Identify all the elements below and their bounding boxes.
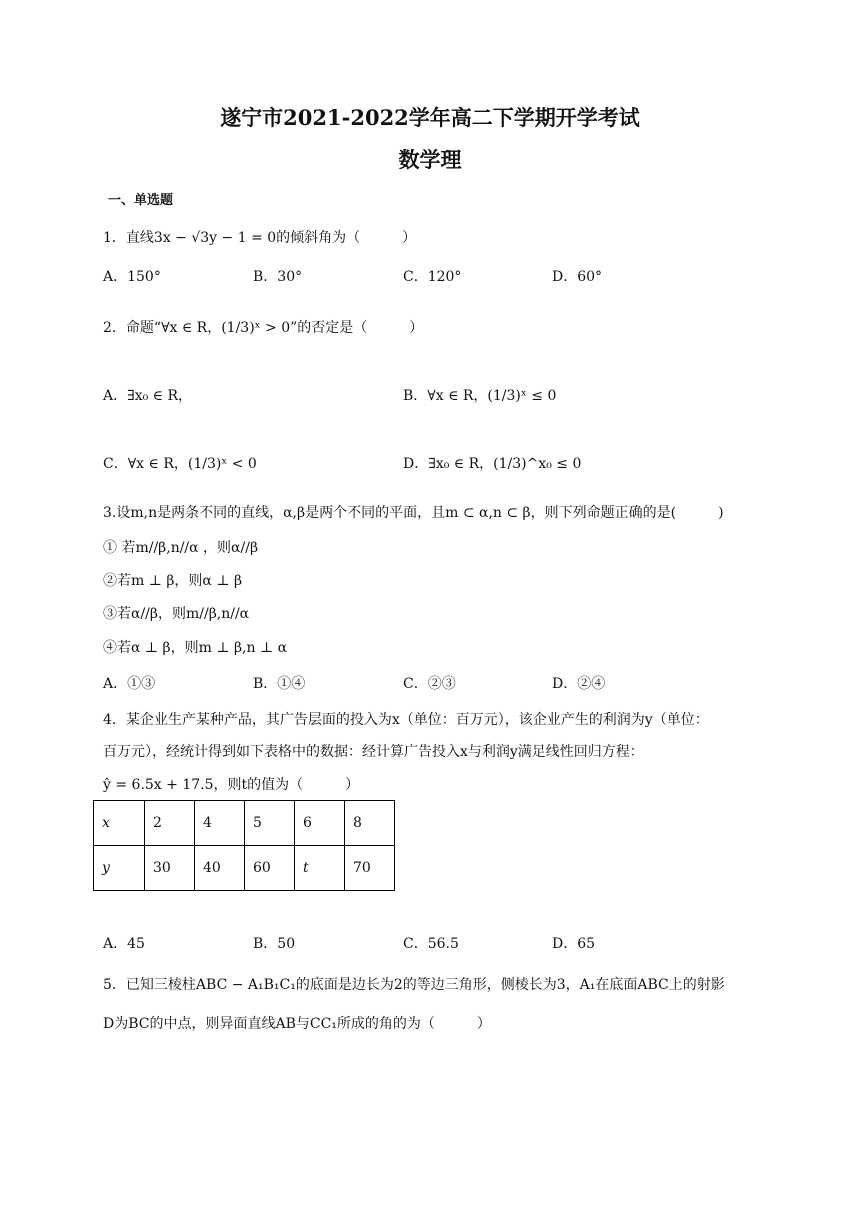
question-3-option-d: D．②④ xyxy=(552,676,606,692)
table-cell: 6 xyxy=(295,801,345,846)
page-title: 遂宁市2021-2022学年高二下学期开学考试 xyxy=(220,105,640,130)
question-4-option-a: A．45 xyxy=(103,936,145,952)
question-1-option-d: D．60° xyxy=(552,269,603,285)
table-cell: 5 xyxy=(245,801,295,846)
question-1-option-c: C．120° xyxy=(403,269,462,285)
question-3-statement-2: ②若m ⊥ β，则α ⊥ β xyxy=(103,573,243,589)
question-3-option-a: A．①③ xyxy=(103,676,156,692)
table-cell: 70 xyxy=(345,846,395,891)
question-1-option-a: A．150° xyxy=(103,269,161,285)
question-3-statement-3: ③若α//β，则m//β,n//α xyxy=(103,606,250,622)
page-subtitle: 数学理 xyxy=(398,147,462,172)
question-2-option-b: B．∀x ∈ R，(1/3)ˣ ≤ 0 xyxy=(403,388,557,404)
table-cell: 8 xyxy=(345,801,395,846)
data-table xyxy=(93,800,395,891)
question-5-stem-line-2: D为BC的中点，则异面直线AB与CC₁所成的角的为（ ） xyxy=(103,1016,491,1032)
question-2-option-a: A．∃x₀ ∈ R， xyxy=(103,388,193,404)
question-3-stem: 3.设m,n是两条不同的直线，α,β是两个不同的平面，且m ⊂ α,n ⊂ β，则下列命题正确的是( ) xyxy=(103,505,724,521)
question-3-option-c: C．②③ xyxy=(403,676,456,692)
question-4-stem-line-3: ŷ = 6.5x + 17.5，则t的值为（ ） xyxy=(103,777,360,793)
question-4-stem-line-2: 百万元），经统计得到如下表格中的数据：经计算广告投入x与利润y满足线性回归方程： xyxy=(103,744,644,760)
table-cell: 40 xyxy=(195,846,245,891)
section-heading: 一、单选题 xyxy=(108,193,174,208)
table-cell: x xyxy=(94,801,145,846)
table-cell: y xyxy=(94,846,145,891)
table-cell: 60 xyxy=(245,846,295,891)
question-4-stem-line-1: 4．某企业生产某种产品，其广告层面的投入为x（单位：百万元），该企业产生的利润为y（单位： xyxy=(103,712,709,728)
question-3-statement-4: ④若α ⊥ β，则m ⊥ β,n ⊥ α xyxy=(103,640,288,656)
question-2-option-c: C．∀x ∈ R，(1/3)ˣ < 0 xyxy=(103,456,257,472)
table-cell: 4 xyxy=(195,801,245,846)
question-4-option-d: D．65 xyxy=(552,936,596,952)
question-1-option-b: B．30° xyxy=(253,269,303,285)
question-2-option-d: D．∃x₀ ∈ R，(1/3)^x₀ ≤ 0 xyxy=(403,456,582,472)
question-4-option-c: C．56.5 xyxy=(403,936,459,952)
table-cell: t xyxy=(295,846,345,891)
question-2-stem: 2．命题“∀x ∈ R，(1/3)ˣ > 0”的否定是（ ） xyxy=(103,320,424,336)
question-3-option-b: B．①④ xyxy=(253,676,306,692)
table-row xyxy=(94,801,395,846)
table-cell: 30 xyxy=(145,846,195,891)
question-4-option-b: B．50 xyxy=(253,936,296,952)
table-cell: 2 xyxy=(145,801,195,846)
table-row xyxy=(94,846,395,891)
question-3-statement-1: ① 若m//β,n//α ，则α//β xyxy=(103,540,259,556)
question-1-stem: 1．直线3x − √3y − 1 = 0的倾斜角为（ ） xyxy=(103,230,417,246)
question-5-stem-line-1: 5．已知三棱柱ABC − A₁B₁C₁的底面是边长为2的等边三角形，侧棱长为3，A₁在底面ABC上的射影 xyxy=(103,977,725,993)
